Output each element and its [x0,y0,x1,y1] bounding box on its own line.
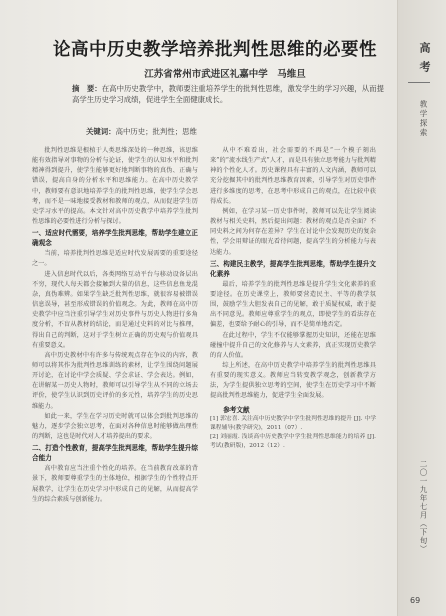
body-paragraph: 从中不难看出，社会需要的不再是“一个模子刻出来”的“流水线生产式”人才，而是具有独立思考能力与批判精神的个性化人才。历史课程具有丰富的人文内涵，教师可以充分挖掘其中的批判性思维教育因素，引导学生对历史事件进行多维度的思考，在思考中形成自己的观点，在比较中获得成长。 [210,147,376,205]
section-heading: 二、打造个性教育，提高学生批判思维，帮助学生提升综合能力 [32,444,198,463]
body-paragraph: 进入信息时代以后，各类网络互动平台与移动设备层出不穷，现代人每天都会接触到大量的信息，这些信息鱼龙混杂，真伪难辨。如果学生缺乏批判性思维，就很容易被错误信息误导，甚至形成错误的价值观念。为此，教师在高中历史教学中应当注重引导学生对历史事件与历史人物进行多角度分析，不盲从教材的结论，而是通过史料的对比与推理，得出自己的判断，这对于学生树立正确的历史观与价值观具有重要意义。 [32,270,198,349]
sidebar-column-name: 高考 [418,42,431,80]
sidebar-divider [408,82,430,83]
page-number: 69 [410,596,421,605]
keywords-text: 高中历史；批判性；思维 [115,127,197,136]
keywords-label: 关键词： [86,127,116,136]
body-paragraph: 如此一来，学生在学习历史时就可以体会到批判思维的魅力，逐步学会独立思考，在面对各种信息时能够做出理性的判断，这也是时代对人才培养提出的要求。 [32,412,198,441]
reference-item: [1] 郭宏喜. 关注高中历史教学中学生批判性思维的提升 [J]. 中学课程辅导(教学研究)，2011（07）. [210,415,376,431]
section-heading: 一、适应时代需要，培养学生批判思维，帮助学生建立正确观念 [32,229,198,248]
body-paragraph: 最后，培养学生的批判性思维是提升学生文化素养的重要途径。在历史课堂上，教师要营造民主、平等的教学氛围，鼓励学生大胆发表自己的见解，敢于质疑权威，敢于提出不同意见。教师应尊重学生的观点，即使学生的看法存在偏差，也要给予耐心的引导，而不是简单地否定。 [210,280,376,329]
body-paragraph: 高中教育应当注重个性化的培养。在当前教育改革的背景下，教师要尊重学生的主体地位，根据学生的个性特点开展教学，让学生在历史学习中形成自己的见解，从而提高学生的综合素质与创新能力。 [32,465,198,503]
body-paragraph: 例如，在学习某一历史事件时，教师可以先让学生阅读教材与相关史料，然后提出问题：教材的观点是否全面？不同史料之间为何存在差异？学生在讨论中会发现历史的复杂性，学会用辩证的眼光看待问题，提高学生的分析能力与表达能力。 [210,207,376,256]
body-paragraph: 批判性思维是根植于人类思维深处的一种思维，该思维能有效指导对事物的分析与论证，使学生的认知水平和批判精神得到提升，使学生能够更好地判断事物的真伪、正确与错误，提高自身的分析水平和思维能力。在高中历史教学中，教师要有意识地培养学生的批判性思维，使学生学会思考，而不是一味地接受教材和教师的观点，从而促进学生历史学习水平的提高。本文针对高中历史教学中培养学生批判性思维的必要性进行分析与探讨。 [32,147,198,226]
abstract-text: 在高中历史教学中，教师要注重培养学生的批判性思维，激发学生的学习兴趣，从而提高学生历史学习成绩，促进学生全面健康成长。 [72,84,384,104]
references-heading: 参考文献 [223,405,250,414]
issue-date: 二〇一九年七月（下旬） [419,460,428,554]
sidebar-subtitle: 教学探索 [419,100,428,138]
section-heading: 三、构建民主教学，提高学生批判思维，帮助学生提升文化素养 [210,259,376,278]
article-title: 论高中历史教学培养批判性思维的必要性 [53,40,377,60]
body-column-right [210,146,376,602]
abstract-label: 摘 要： [72,84,102,93]
article-abstract [72,84,384,105]
article-author: 江苏省常州市武进区礼嘉中学 马维旦 [144,69,306,80]
body-paragraph: 综上所述，在高中历史教学中培养学生的批判性思维具有重要的现实意义。教师应当转变教学观念，创新教学方法，为学生提供独立思考的空间，使学生在历史学习中不断提高批判性思维能力，促进学生全面发展。 [210,361,376,400]
body-column-left [32,146,198,602]
body-paragraph: 当前，培养批判性思维是适应时代发展需要的重要途径之一。 [32,250,198,268]
reference-item: [2] 刘丽霞. 浅谈高中历史教学中学生批判性思维能力的培养 [J]. 考试(教研版)，2012（12）. [210,433,376,449]
body-paragraph: 在此过程中，学生不仅能够掌握历史知识，还能在思维碰撞中提升自己的文化修养与人文素养，真正实现历史教学的育人价值。 [210,331,376,359]
article-keywords [86,126,376,137]
body-paragraph: 高中历史教材中有许多与传统观点存在争议的内容，教师可以将其作为批判性思维训练的素材，让学生围绕问题展开讨论，在讨论中学会质疑、学会求证、学会表达。例如，在讲解某一历史人物时，教师可以引导学生从不同的立场去评价，使学生认识到历史评价的多元性，培养学生的历史思维能力。 [32,351,198,410]
